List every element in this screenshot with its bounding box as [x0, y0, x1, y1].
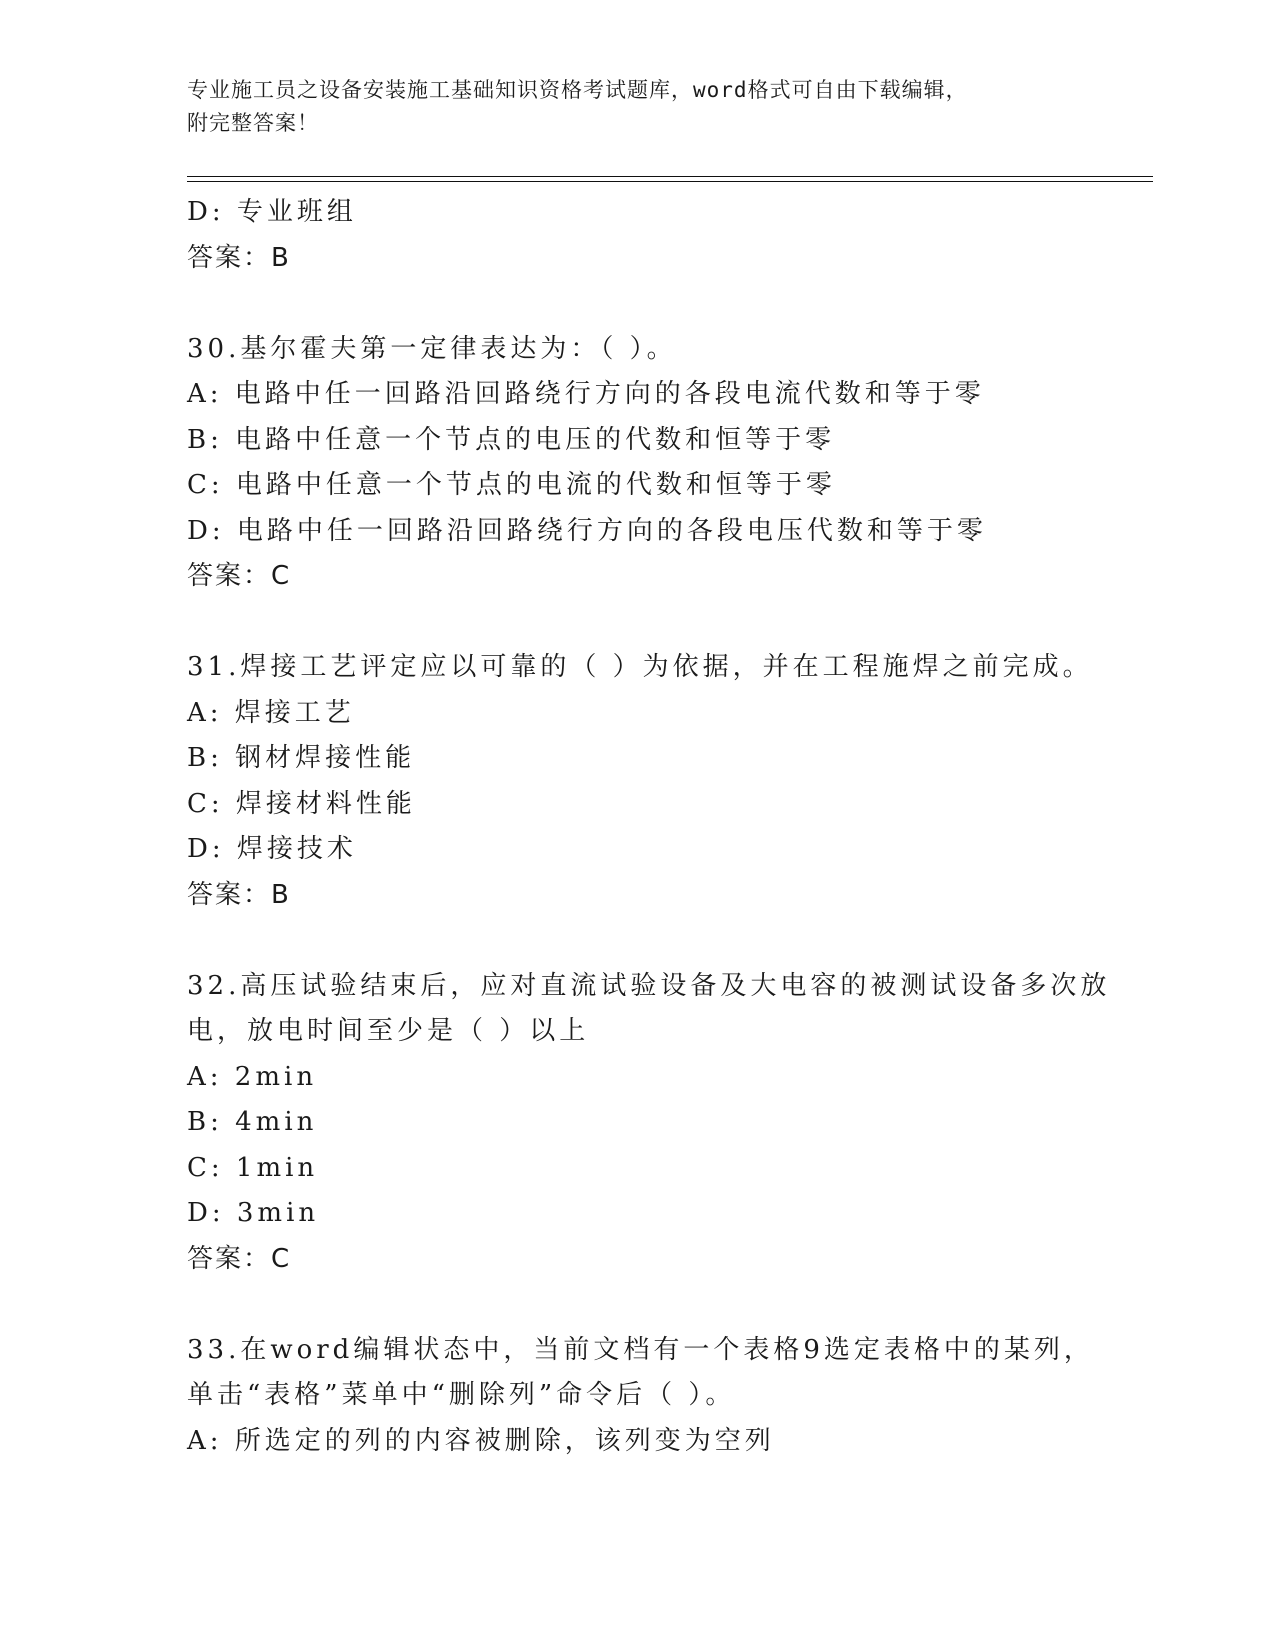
question-text: 单击“表格”菜单中“删除列”命令后（ ）。	[187, 1380, 736, 1410]
spacer	[187, 918, 1087, 964]
option-line: A: 所选定的列的内容被删除，该列变为空列	[187, 1425, 775, 1456]
option-line: D: 3min	[187, 1198, 320, 1228]
header-divider-top	[187, 176, 1153, 177]
question-list	[187, 190, 1111, 1464]
document-header	[187, 74, 1067, 140]
option-line: B: 电路中任意一个节点的电压的代数和恒等于零	[187, 424, 836, 455]
option-line: D: 焊接技术	[187, 834, 357, 864]
option-line: D: 专业班组	[187, 197, 357, 227]
option-line: B: 4min	[187, 1107, 318, 1137]
spacer	[187, 281, 1087, 327]
question-text: 31.焊接工艺评定应以可靠的（ ）为依据，并在工程施焊之前完成。	[187, 652, 1093, 682]
option-line: C: 电路中任意一个节点的电流的代数和恒等于零	[187, 470, 836, 500]
answer-line: 答案：C	[187, 561, 292, 591]
spacer	[187, 1282, 1087, 1328]
question-text: 30.基尔霍夫第一定律表达为：（ ）。	[187, 333, 677, 364]
header-line-1: 专业施工员之设备安装施工基础知识资格考试题库，word格式可自由下载编辑，	[187, 78, 968, 102]
question-text: 电，放电时间至少是（ ）以上	[187, 1016, 590, 1046]
answer-line: 答案：B	[187, 879, 291, 910]
option-line: A: 电路中任一回路沿回路绕行方向的各段电流代数和等于零	[187, 379, 985, 409]
header-line-2: 附完整答案！	[187, 111, 319, 135]
answer-line: 答案：B	[187, 242, 291, 273]
spacer	[187, 600, 1087, 646]
option-line: D: 电路中任一回路沿回路绕行方向的各段电压代数和等于零	[187, 515, 987, 546]
header-divider-bottom	[187, 181, 1153, 182]
option-line: C: 焊接材料性能	[187, 788, 416, 819]
question-text: 32.高压试验结束后，应对直流试验设备及大电容的被测试设备多次放	[187, 970, 1111, 1001]
option-line: B: 钢材焊接性能	[187, 743, 416, 773]
option-line: A: 焊接工艺	[187, 697, 355, 728]
option-line: C: 1min	[187, 1152, 319, 1183]
question-text: 33.在word编辑状态中，当前文档有一个表格9选定表格中的某列，	[187, 1334, 1094, 1365]
option-line: A: 2min	[187, 1061, 318, 1092]
answer-line: 答案：C	[187, 1243, 292, 1274]
